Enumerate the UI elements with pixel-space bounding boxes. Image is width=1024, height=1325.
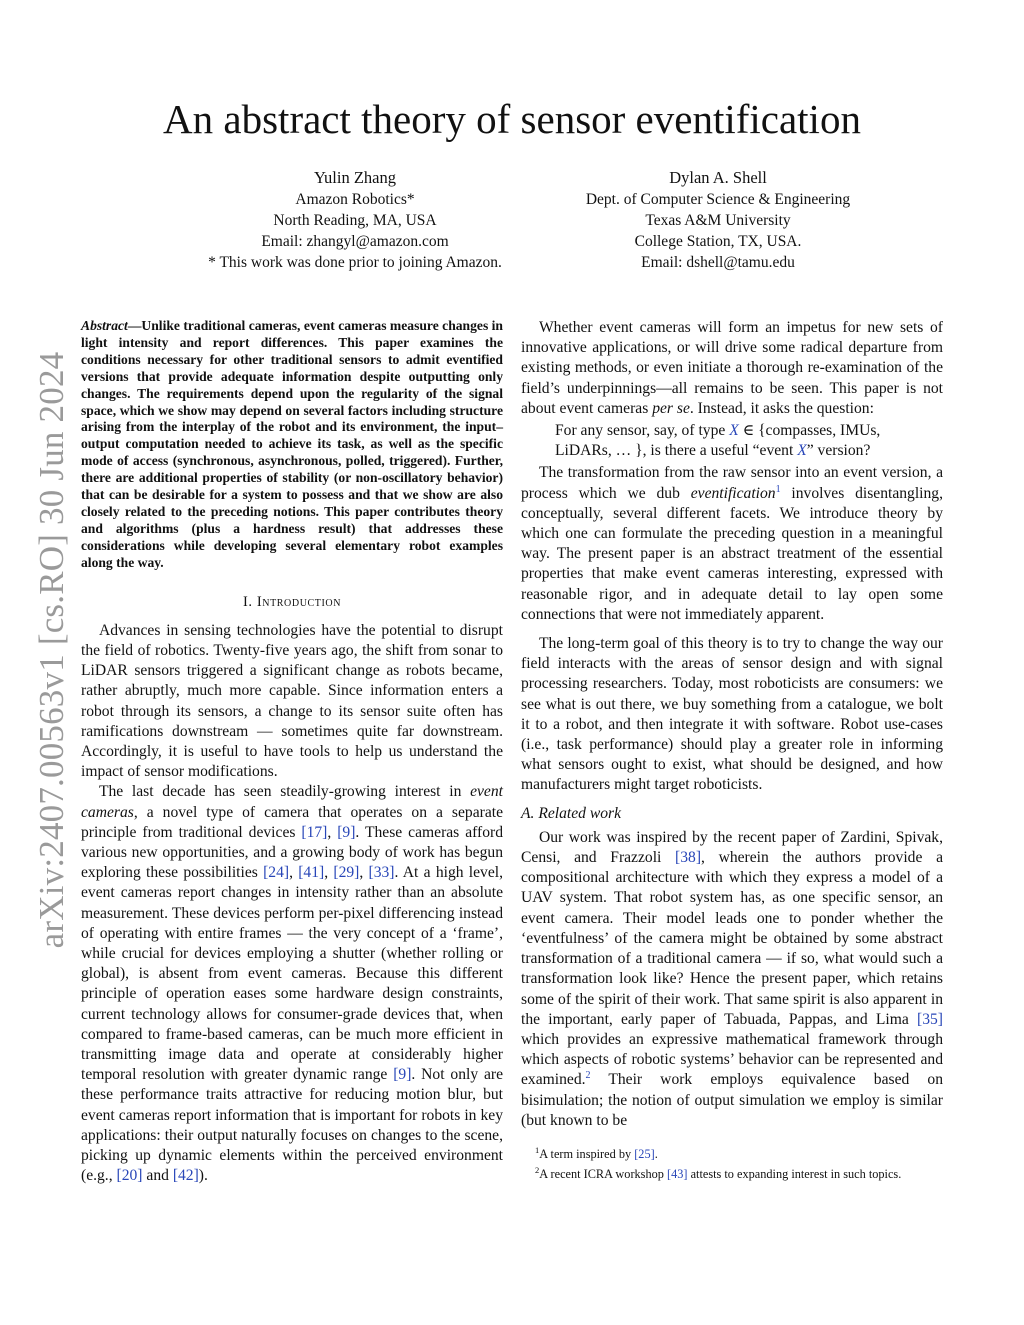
footnote-number: 1 (535, 1144, 540, 1155)
text-span: . Instead, it asks the question: (689, 399, 874, 417)
author-affiliation: Amazon Robotics* (295, 191, 415, 208)
text-span: involves disentangling, conceptually, several different facets. We introduce theory by which one can formulate the preceding question in a meaningful way. The present paper is an abstract treatment of the essential properties that make event cameras interesting, expressed with reasonable rigor, and in adequate detail to lay open some connections that were not immediately apparent. (521, 484, 944, 623)
author-location: College Station, TX, USA. (634, 233, 802, 250)
author-university: Texas A&M University (645, 212, 791, 229)
research-question (555, 421, 943, 461)
abstract-label: Abstract (81, 318, 128, 333)
text-span: , (327, 823, 338, 841)
text-span: LiDARs, … }, is there a useful “event (555, 442, 798, 460)
text-span: . Not only are these performance traits attractive for reducing motion blur, but event cameras report information that is important for robots in key applications: their output naturally focuses on changes to the scene, picking up dynamic elements within the perceived environment (e.g., (81, 1066, 503, 1185)
citation-link[interactable]: [38] (675, 849, 702, 867)
text-span: , a novel type of camera that operates on a separate principle from traditional devices (81, 803, 503, 841)
footnote-marker[interactable]: 1 (775, 483, 781, 495)
related-paragraph-1 (521, 828, 943, 1131)
text-span: The last decade has seen steadily-growing interest in (98, 783, 471, 801)
text-span: The transformation from the raw sensor into an event version, a process which we dub (521, 464, 943, 502)
author-department: Dept. of Computer Science & Engineering (585, 191, 851, 208)
section-heading-introduction: I. Introduction (242, 593, 342, 610)
citation-link[interactable]: [35] (917, 1010, 943, 1028)
intro-paragraph-1: Advances in sensing technologies have the potential to disrupt the field of robotics. Twenty-five years ago, the shift from sonar to LiDAR sensors triggered a significant change as robots became, rather abruptly, much more capable. Since information enters a robot through its sensors, a change to its sensor suite often has ramifications downstream — sometimes quite far downstream. Accordingly, it is useful to have tools to help us understand the impact of sensor modifications. (81, 621, 503, 781)
citation-link[interactable]: [24] (263, 864, 290, 882)
left-column (81, 318, 503, 1186)
intro-paragraph-4 (521, 463, 943, 625)
footnotes (521, 1143, 943, 1182)
subsection-heading-related-work: A. Related work (521, 804, 622, 822)
author-email: Email: zhangyl@amazon.com (261, 233, 449, 250)
author-block-2 (558, 167, 878, 273)
footnote-2 (535, 1163, 943, 1183)
text-span: which provides an expressive mathematical framework through which aspects of robotic systems’ behavior can be represented and examined. (521, 1030, 943, 1089)
citation-link[interactable]: [9] (337, 823, 356, 841)
text-span: ” version? (806, 442, 871, 460)
emphasis-term: event cameras (81, 783, 503, 821)
text-span: attests to expanding interest in such topics. (687, 1166, 902, 1181)
text-span: Whether event cameras will form an impetus for new sets of innovative applications, or will drive some radical departure from existing methods, or even initiate a thorough re-examination of the field’s underpinnings—all remains to be seen. This paper is not about event cameras (521, 319, 943, 417)
citation-link[interactable]: [25] (634, 1147, 655, 1162)
author-email: Email: dshell@tamu.edu (641, 254, 795, 271)
author-note: * This work was done prior to joining Amazon. (208, 254, 502, 271)
abstract (81, 318, 503, 572)
author-block-1 (205, 167, 505, 273)
math-variable: X (729, 422, 739, 440)
intro-paragraph-2 (81, 782, 503, 1186)
math-variable: X (797, 442, 807, 460)
text-span: . These cameras afford various new opportunities, and a growing body of work has begun exploring these possibilities (81, 823, 504, 882)
text-span: For any sensor, say, of type (555, 422, 730, 440)
citation-link[interactable]: [9] (393, 1066, 412, 1084)
question-line-1 (555, 421, 943, 441)
text-span: . (654, 1147, 658, 1162)
footnote-1 (535, 1143, 943, 1163)
text-span: Our work was inspired by the recent paper of Zardini, Spivak, Censi, and Frazzoli (521, 828, 943, 867)
text-span: ∈ {compasses, IMUs, (738, 422, 881, 440)
text-span: A recent ICRA workshop (539, 1166, 667, 1181)
text-span: , (324, 864, 334, 882)
text-span: and (142, 1167, 173, 1185)
text-span: A term inspired by (539, 1147, 635, 1162)
citation-link[interactable]: [43] (667, 1166, 688, 1181)
footnote-marker[interactable]: 2 (585, 1070, 591, 1082)
citation-link[interactable]: [17] (301, 823, 328, 841)
text-span: , (289, 864, 299, 882)
intro-paragraph-3 (521, 318, 943, 419)
author-name: Yulin Zhang (313, 168, 397, 187)
intro-paragraph-5: The long-term goal of this theory is to try to change the way our field interacts with the areas of sensor design and with signal processing researchers. Today, most roboticists are consumers: we see what is out there, we buy something from a catalogue, we bolt it to a robot, and then integrate it with software. Robot use-cases (i.e., task performance) should play a greater role in informing what sensors ought to exist, what should be designed, and how manufacturers might target roboticists. (521, 635, 943, 794)
citation-link[interactable]: [20] (116, 1167, 143, 1185)
emphasis-term: eventification (690, 484, 776, 502)
text-span: . At a high level, event cameras report changes in intensity rather than an absolute measurement. These devices perform per-pixel differencing instead of operating with entire frames — the very concept of a ‘frame’, while crucial for devices employing a shutter (whether rolling or global), is absent from event cameras. Because this different principle of operation eases some hardware design constraints, current technology allows for consumer-grade devices that, when compared to frame-based cameras, can be much more efficient in transmitting image data and operate at considerably higher temporal resolution with greater dynamic range (81, 864, 504, 1084)
citation-link[interactable]: [42] (172, 1167, 199, 1185)
arxiv-stamp: arXiv:2407.00563v1 [cs.RO] 30 Jun 2024 (32, 351, 71, 949)
citation-link[interactable]: [29] (333, 864, 360, 882)
text-span: , (359, 864, 369, 882)
footnote-number: 2 (535, 1164, 540, 1175)
text-span: ). (198, 1167, 208, 1185)
abstract-text: —Unlike traditional cameras, event cameras measure changes in light intensity and report differences. This paper examines the conditions necessary for other traditional sensors to admit eventified versions that provide adequate information despite outputting only changes. The requirements depend upon the regularity of the signal space, which we show may depend on several factors including structure arising from the interplay of the robot and its environment, the input–output computation needed to achieve its task, as well as the specific mode of access (synchronous, asynchronous, polled, triggered). Further, there are additional properties of stability (or non-oscillatory behavior) that can be desirable for a system to possess and that we show are also closely related to the preceding notions. This paper contributes theory and algorithms (plus a hardness result) that addresses these considerations while developing several elementary robot examples along the way. (81, 318, 503, 570)
text-span: Their work employs equivalence based on bisimulation; the notion of output simulation we employ is similar (but known to be (521, 1071, 943, 1129)
question-line-2 (555, 441, 943, 461)
emphasis-term: per se (652, 399, 690, 417)
author-name: Dylan A. Shell (669, 168, 767, 187)
citation-link[interactable]: [33] (368, 864, 395, 882)
citation-link[interactable]: [41] (298, 864, 325, 882)
right-column (521, 318, 943, 1182)
text-span: , wherein the authors provide a compositional architecture with which they express a model of a UAV system. That robot system has, as one specific sensor, an event camera. Their model leads one to ponder whether the ‘eventfulness’ of the camera might be obtained by some abstract transformation of a traditional camera — if so, what would such a transformation look like? Hence the present paper, which retains some of the spirit of their work. That same spirit is also apparent in the important, early paper of Tabuada, Pappas, and Lima (521, 849, 943, 1028)
paper-title: An abstract theory of sensor eventification (163, 96, 861, 142)
author-location: North Reading, MA, USA (273, 212, 437, 229)
